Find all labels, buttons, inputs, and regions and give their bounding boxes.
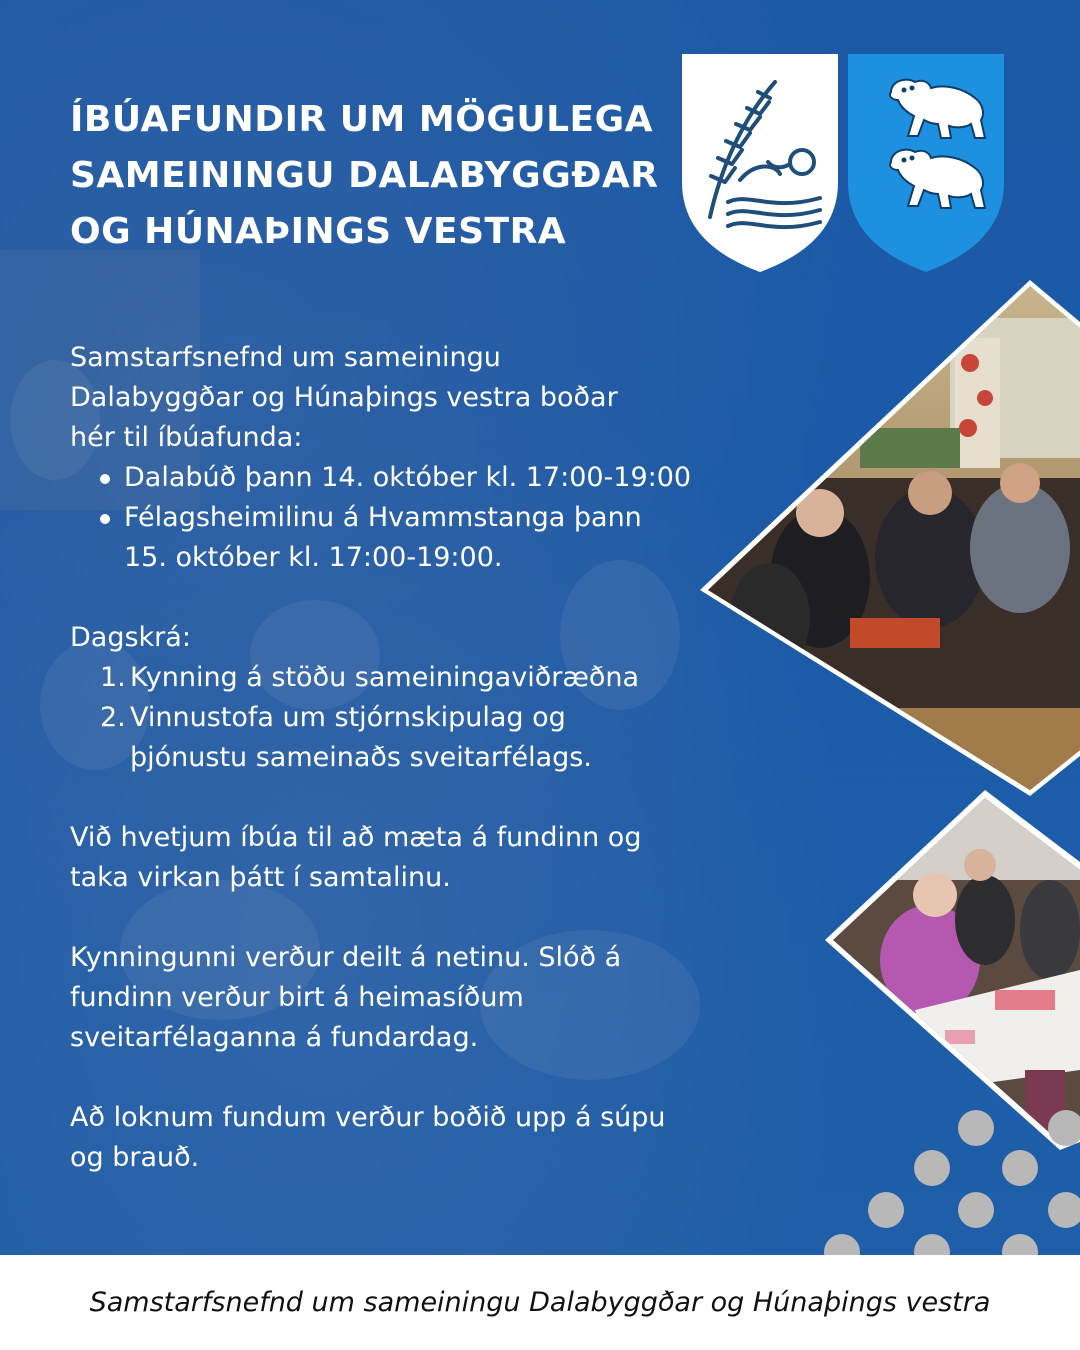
decorative-dot — [868, 1192, 904, 1228]
polar-bears-crest-icon — [846, 52, 1006, 274]
decorative-dot — [1048, 1110, 1080, 1146]
intro-line: hér til íbúafunda: — [70, 422, 303, 453]
online-line: Kynningunni verður deilt á netinu. Slóð á — [70, 942, 622, 973]
decorative-dot — [958, 1192, 994, 1228]
decorative-dot — [1002, 1234, 1038, 1255]
meeting-text: 15. október kl. 17:00-19:00. — [124, 542, 503, 573]
meeting-text: Dalabúð þann 14. október kl. 17:00-19:00 — [124, 462, 692, 493]
soup-line: og brauð. — [70, 1142, 200, 1173]
list-item — [100, 458, 770, 498]
agenda-text: Kynning á stöðu sameiningaviðræðna — [130, 662, 640, 693]
title-line: ÍBÚAFUNDIR UM MÖGULEGA — [70, 99, 654, 140]
meeting-text: Félagsheimilinu á Hvammstanga þann — [124, 502, 642, 533]
body-text — [70, 338, 770, 1178]
list-item — [100, 698, 770, 778]
online-line: fundinn verður birt á heimasíðum — [70, 982, 524, 1013]
soup-line: Að loknum fundum verður boðið upp á súpu — [70, 1102, 666, 1133]
page-title — [70, 92, 670, 260]
footer — [0, 1255, 1080, 1350]
decorative-dots — [820, 1100, 1080, 1255]
decorative-dot — [1048, 1192, 1080, 1228]
decorative-dot — [914, 1234, 950, 1255]
agenda-heading: Dagskrá: — [70, 622, 191, 653]
wheat-and-waves-crest-icon — [680, 52, 840, 274]
list-item — [100, 498, 770, 578]
footer-text: Samstarfsnefnd um sameiningu Dalabyggðar og Húnaþings vestra — [89, 1287, 991, 1318]
agenda-list — [70, 658, 770, 778]
decorative-dot — [1002, 1150, 1038, 1186]
title-line: SAMEININGU DALABYGGÐAR — [70, 155, 659, 196]
audience-photo — [700, 278, 1080, 798]
bullet-icon — [100, 514, 110, 524]
meeting-list — [70, 458, 770, 578]
encourage-line: taka virkan þátt í samtalinu. — [70, 862, 451, 893]
workshop-photo — [825, 790, 1080, 1150]
title-line: OG HÚNAÞINGS VESTRA — [70, 211, 567, 252]
online-line: sveitarfélaganna á fundardag. — [70, 1022, 479, 1053]
encourage-line: Við hvetjum íbúa til að mæta á fundinn og — [70, 822, 642, 853]
intro-line: Dalabyggðar og Húnaþings vestra boðar — [70, 382, 618, 413]
agenda-text: þjónustu sameinaðs sveitarfélags. — [130, 742, 592, 773]
intro-line: Samstarfsnefnd um sameiningu — [70, 342, 501, 373]
list-item — [100, 658, 770, 698]
agenda-text: Vinnustofa um stjórnskipulag og — [130, 702, 566, 733]
agenda-number: 1. — [100, 662, 126, 693]
decorative-dot — [824, 1234, 860, 1255]
decorative-dot — [958, 1110, 994, 1146]
bullet-icon — [100, 474, 110, 484]
agenda-number: 2. — [100, 702, 126, 733]
decorative-dot — [914, 1150, 950, 1186]
